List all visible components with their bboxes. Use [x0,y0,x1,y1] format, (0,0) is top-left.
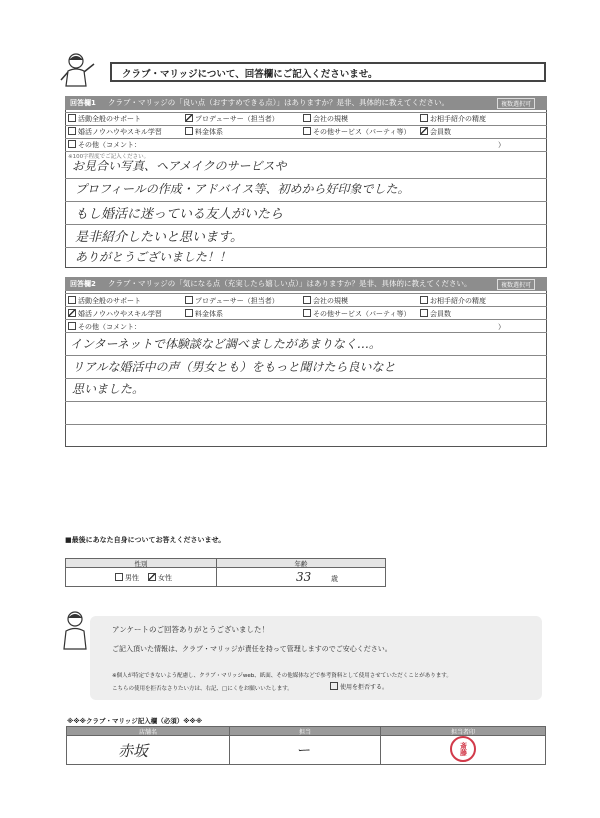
checkbox[interactable] [420,296,428,304]
checkbox[interactable] [185,127,193,135]
staff-header: 担当 [229,726,381,736]
q2-option-skill-learning[interactable]: 婚活ノウハウやスキル学習 [68,309,162,319]
q2-other-comment[interactable]: その他（コメント： [68,322,141,332]
question-1-badge: 複数選択可 [497,98,535,109]
q2-option-pricing[interactable]: 料金体系 [185,309,223,319]
q2-option-member-count[interactable]: 会員数 [420,309,451,319]
checkbox[interactable] [68,309,76,317]
q1-option-match-accuracy[interactable]: お相手紹介の精度 [420,114,486,124]
q2-answer-line-3: 思いました。 [72,382,145,396]
shop-header: 店舗名 [66,726,230,736]
q2-option-company-size[interactable]: 会社の規模 [303,296,348,306]
age-header: 年齢 [216,558,386,568]
checkbox[interactable] [185,309,193,317]
thanks-note-2: こちらの使用を拒否なさりたい方は、右記、□にくをお願いいたします。 [112,686,293,692]
q1-answer-line-4: 是非紹介したいと思います。 [75,230,243,245]
question-2-badge: 複数選択可 [497,279,535,290]
mascot-icon [56,52,100,88]
question-1-label: 回答欄1 [70,99,96,107]
q1-answer-line-2: プロフィールの作成・アドバイス等、初めから好印象でした。 [75,182,410,196]
q1-option-company-size[interactable]: 会社の規模 [303,114,348,124]
checkbox[interactable] [68,296,76,304]
checkbox[interactable] [68,140,76,148]
question-1-text: クラブ・マリッジの「良い点（おすすめできる点）」はありますか？是非、具体的に教えてください。 [108,98,450,107]
checkbox[interactable] [303,114,311,122]
shop-value: 赤坂 [118,742,149,760]
gender-cell [65,567,217,587]
checkbox[interactable] [420,309,428,317]
refuse-option[interactable]: 使用を拒否する。 [330,682,388,691]
q2-other-close: ） [498,323,505,331]
q1-answer-line-1: お見合い写真、ヘアメイクのサービスや [72,159,287,173]
staff-value: ー [296,743,310,759]
q2-answer-line-1: インターネットで体験談など調べましたがあまりなく…。 [70,337,381,351]
checkbox[interactable] [420,127,428,135]
checkbox[interactable] [303,309,311,317]
q2-answer-line-2: リアルな婚活中の声（男女とも）をもっと聞けたら良いなと [72,360,396,374]
q1-other-close: ） [498,141,505,149]
q1-option-other-services[interactable]: その他サービス（パーティ等） [303,127,410,137]
gender-option-female[interactable]: 女性 [148,573,172,583]
q1-option-pricing[interactable]: 料金体系 [185,127,223,137]
checkbox[interactable] [68,322,76,330]
thanks-body: ご記入頂いた情報は、クラブ・マリッジが責任を持って管理しますのでご安心ください。 [112,645,392,653]
checkbox[interactable] [303,296,311,304]
age-unit: 歳 [331,575,338,583]
q1-note: ※100字程度でご記入ください。 [68,154,150,160]
q2-option-activity-support[interactable]: 活動全般のサポート [68,296,141,306]
age-value: 33 [296,570,312,584]
thanks-title: アンケートのご回答ありがとうございました！ [112,625,270,634]
checkbox[interactable] [148,573,156,581]
page-title: クラブ・マリッジについて、回答欄にご記入くださいませ。 [122,69,378,80]
seal-header: 担当者印 [380,726,546,736]
staff-heading: ※※※クラブ・マリッジ記入欄（必須）※※※ [67,717,203,725]
q1-option-producer[interactable]: プロデューサー（担当者） [185,114,279,124]
q2-option-match-accuracy[interactable]: お相手紹介の精度 [420,296,486,306]
checkbox[interactable] [68,114,76,122]
question-2-label: 回答欄2 [70,280,96,288]
mascot-icon [60,610,90,650]
gender-header: 性別 [65,558,217,568]
checkbox[interactable] [420,114,428,122]
checkbox[interactable] [115,573,123,581]
thanks-note-1: ※個人が特定できないよう配慮し、クラブ・マリッジweb、紙面、その他媒体などで参考資料として使用させていただくことがあります。 [112,673,452,679]
seal-stamp [450,736,476,762]
q1-other-comment[interactable]: その他（コメント： [68,140,141,150]
q2-option-other-services[interactable]: その他サービス（パーティ等） [303,309,410,319]
q1-answer-line-3: もし婚活に迷っている友人がいたら [75,207,284,222]
q2-option-producer[interactable]: プロデューサー（担当者） [185,296,279,306]
checkbox[interactable] [68,127,76,135]
q1-option-skill-learning[interactable]: 婚活ノウハウやスキル学習 [68,127,162,137]
checkbox[interactable] [185,114,193,122]
profile-heading: ■最後にあなた自身についてお答えくださいませ。 [65,536,226,544]
question-2-text: クラブ・マリッジの「気になる点（充実したら嬉しい点）」はありますか？是非、具体的に教えてください。 [108,279,472,288]
seal-text: 斎藤 [459,742,468,756]
checkbox[interactable] [303,127,311,135]
gender-option-male[interactable]: 男性 [115,573,139,583]
checkbox[interactable] [330,682,338,690]
q1-option-member-count[interactable]: 会員数 [420,127,451,137]
q1-option-activity-support[interactable]: 活動全般のサポート [68,114,141,124]
q1-answer-line-5: ありがとうございました！！ [75,250,232,264]
checkbox[interactable] [185,296,193,304]
